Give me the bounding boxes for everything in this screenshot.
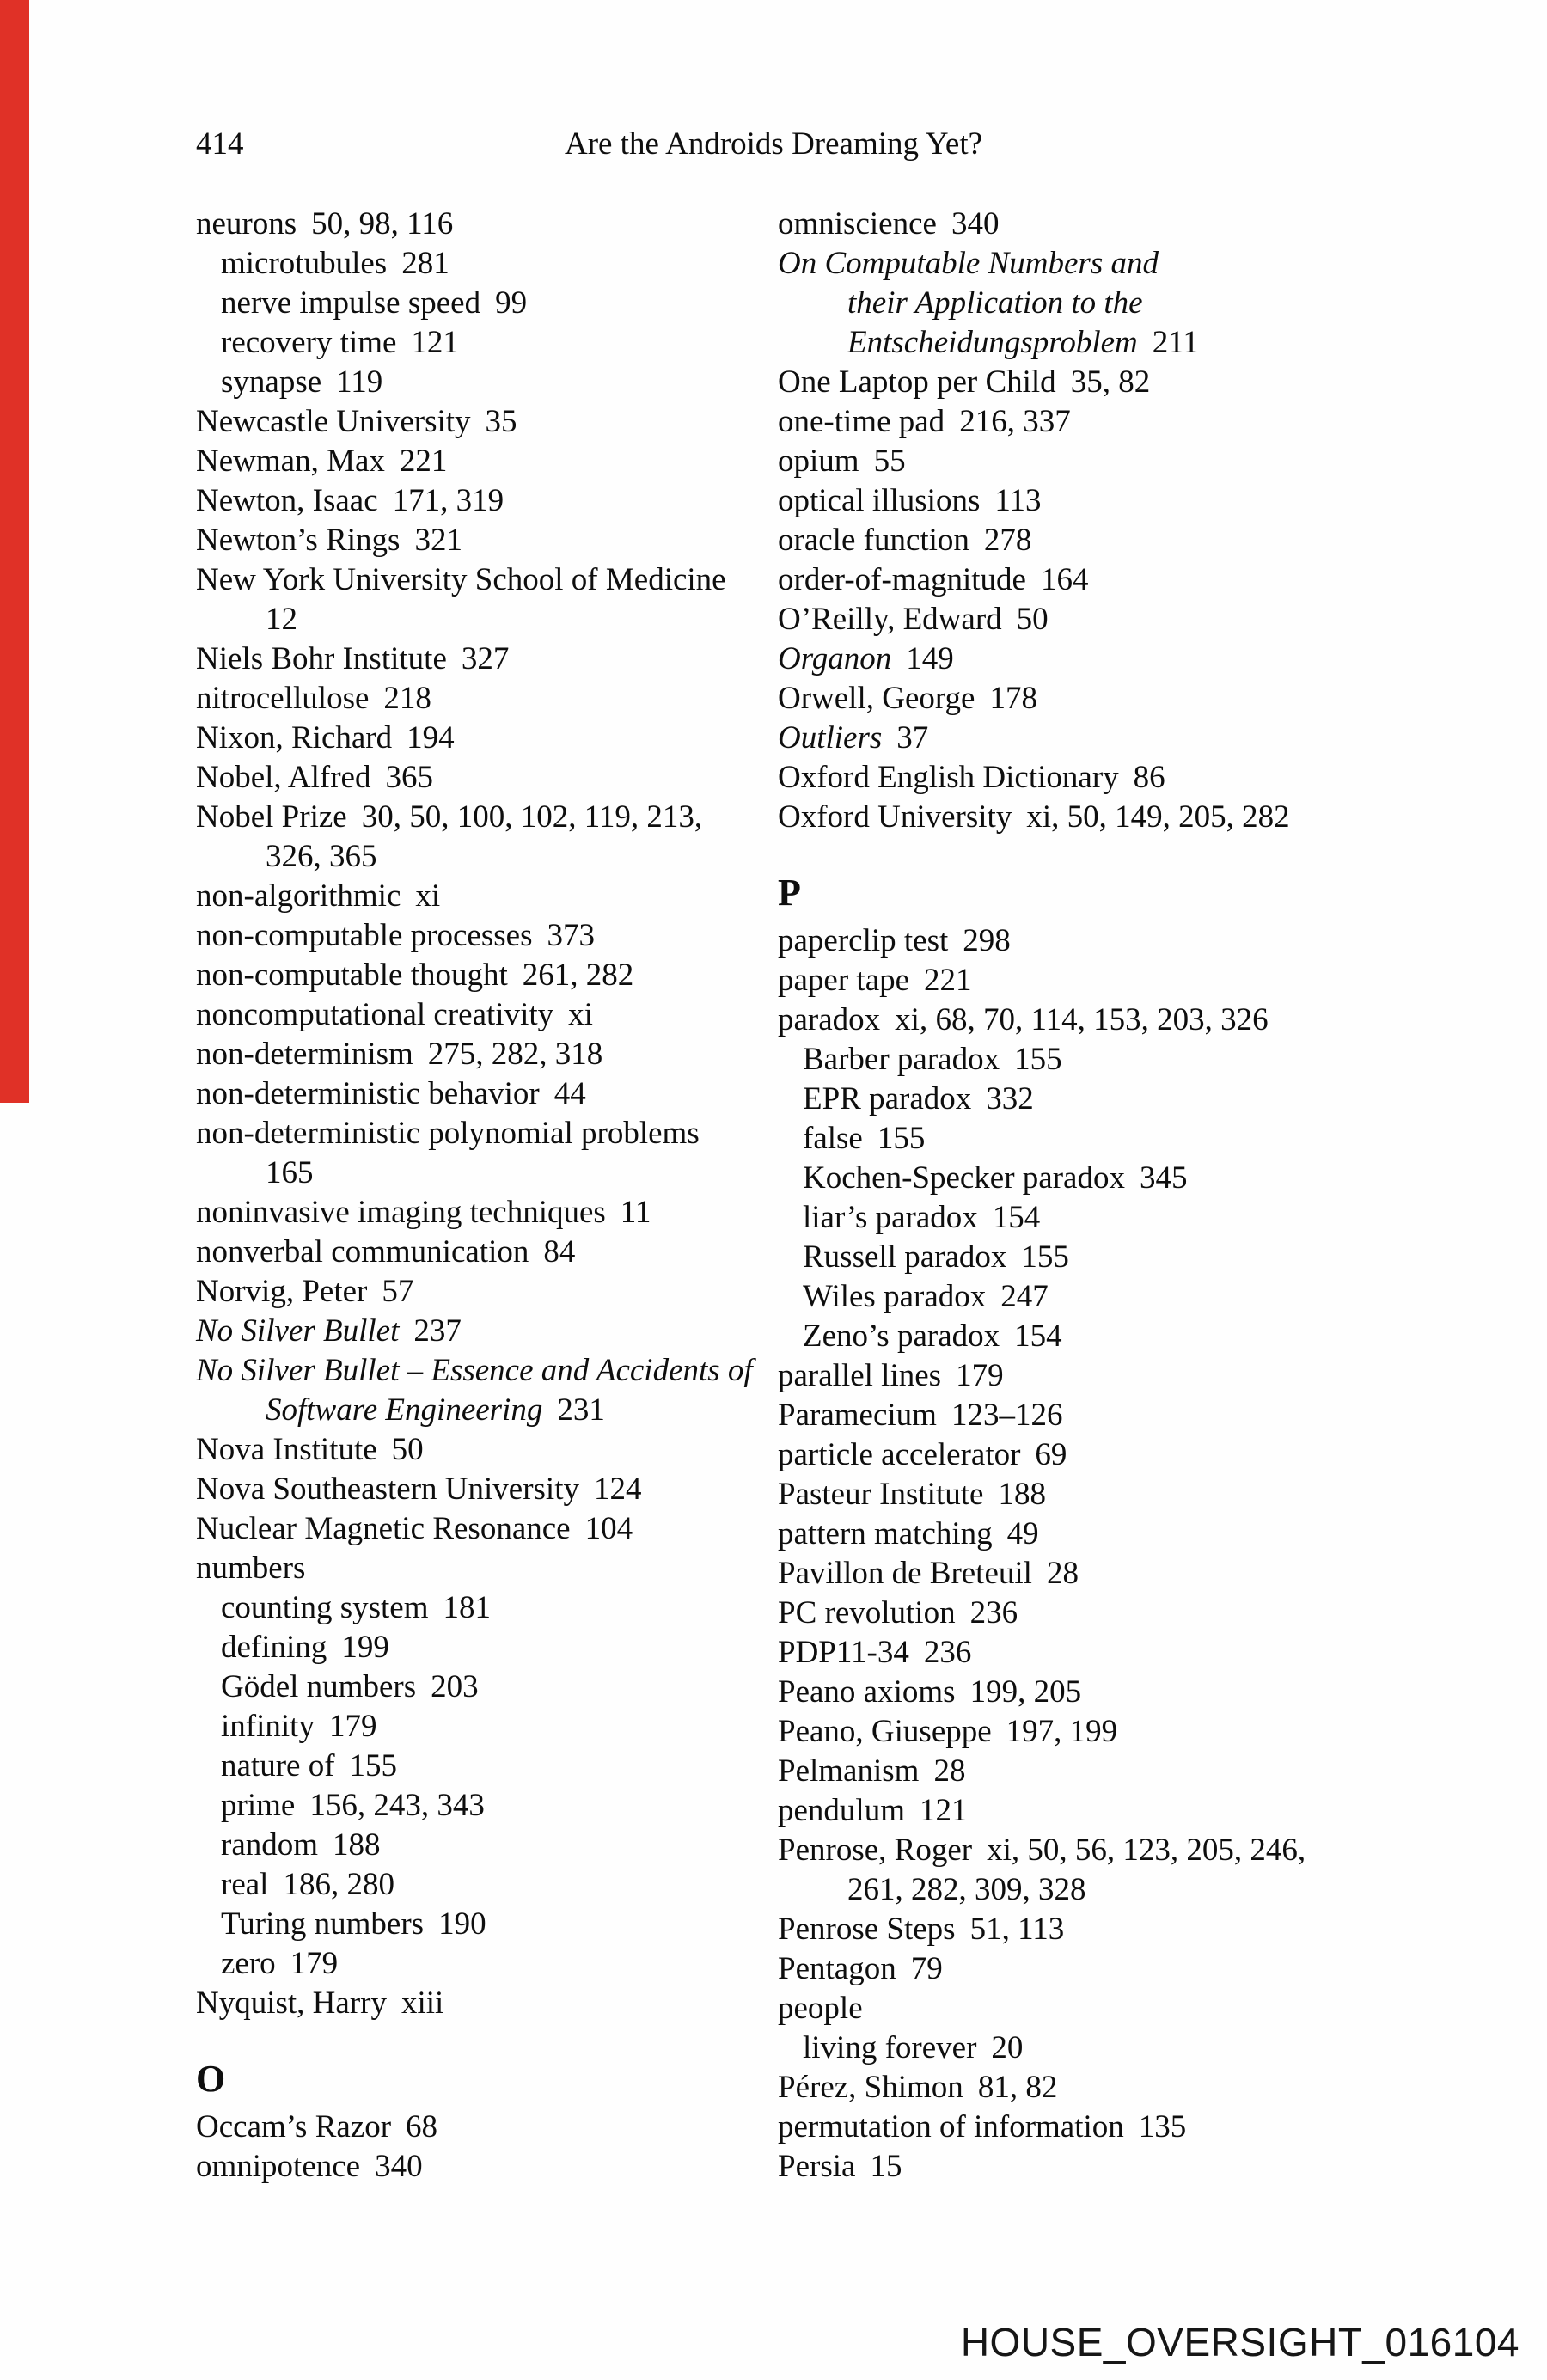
entry-pages: 20 bbox=[991, 2030, 1024, 2065]
entry-label: Nova Southeastern University bbox=[196, 1471, 579, 1507]
entry-pages: 37 bbox=[896, 720, 929, 756]
entry-label: paradox bbox=[778, 1002, 881, 1037]
entry-pages: 332 bbox=[986, 1081, 1034, 1117]
index-entry bbox=[196, 521, 763, 560]
entry-pages: 154 bbox=[992, 1200, 1041, 1235]
entry-label: Pasteur Institute bbox=[778, 1477, 984, 1512]
entry-label: noncomputational creativity bbox=[196, 997, 554, 1032]
entry-label: one-time pad bbox=[778, 404, 945, 439]
index-entry bbox=[778, 1000, 1379, 1040]
index-section-heading: P bbox=[778, 872, 801, 914]
entry-pages: 35, 82 bbox=[1070, 364, 1151, 400]
entry-pages: 50, 98, 116 bbox=[311, 206, 454, 242]
entry-pages: 50 bbox=[1016, 602, 1049, 637]
entry-pages: 236 bbox=[969, 1595, 1018, 1631]
index-entry bbox=[778, 1752, 1379, 1791]
index-entry bbox=[196, 1074, 763, 1114]
index-entry bbox=[196, 244, 763, 284]
index-entry bbox=[778, 719, 1379, 758]
entry-label: Norvig, Peter bbox=[196, 1274, 368, 1309]
entry-label: non-deterministic behavior bbox=[196, 1076, 540, 1111]
index-entry bbox=[196, 284, 763, 323]
index-entry bbox=[778, 600, 1379, 639]
entry-pages: 261, 282, 309, 328 bbox=[847, 1872, 1086, 1907]
entry-label: opium bbox=[778, 444, 859, 479]
index-entry bbox=[778, 679, 1379, 719]
entry-pages: 155 bbox=[877, 1121, 926, 1156]
index-entry bbox=[196, 600, 763, 639]
index-entry bbox=[778, 1633, 1379, 1673]
entry-pages: 179 bbox=[290, 1946, 339, 1981]
index-entry bbox=[196, 837, 763, 877]
entry-pages: 68 bbox=[406, 2109, 438, 2144]
entry-pages: 57 bbox=[382, 1274, 414, 1309]
index-entry bbox=[778, 1198, 1379, 1238]
entry-label: synapse bbox=[221, 364, 322, 400]
index-entry bbox=[196, 719, 763, 758]
page-header bbox=[0, 125, 1547, 165]
entry-label: No Silver Bullet bbox=[196, 1313, 400, 1349]
entry-pages: 199, 205 bbox=[969, 1674, 1082, 1710]
entry-label: Newton, Isaac bbox=[196, 483, 378, 518]
index-entry bbox=[778, 1356, 1379, 1396]
index-entry bbox=[196, 1747, 763, 1786]
entry-label: counting system bbox=[221, 1590, 429, 1625]
index-entry bbox=[778, 1396, 1379, 1435]
entry-pages: 164 bbox=[1040, 562, 1089, 597]
entry-pages: 55 bbox=[873, 444, 906, 479]
entry-label: parallel lines bbox=[778, 1358, 942, 1393]
entry-pages: 156, 243, 343 bbox=[309, 1788, 485, 1823]
entry-pages: xi bbox=[415, 878, 441, 914]
entry-label: non-computable thought bbox=[196, 958, 508, 993]
index-entry bbox=[778, 1831, 1379, 1870]
entry-pages: 104 bbox=[584, 1511, 633, 1546]
index-entry bbox=[196, 877, 763, 916]
entry-pages: 221 bbox=[924, 963, 972, 998]
entry-pages: 84 bbox=[543, 1234, 576, 1270]
entry-pages: 190 bbox=[438, 1906, 486, 1942]
index-entry bbox=[196, 1391, 763, 1430]
index-entry bbox=[778, 2028, 1379, 2068]
entry-label: order-of-magnitude bbox=[778, 562, 1026, 597]
entry-label: EPR paradox bbox=[803, 1081, 972, 1117]
entry-label: Entscheidungsproblem bbox=[847, 325, 1138, 360]
entry-label: Nobel Prize bbox=[196, 799, 347, 835]
index-entry bbox=[778, 798, 1379, 837]
entry-label: non-determinism bbox=[196, 1037, 413, 1072]
entry-label: paperclip test bbox=[778, 923, 949, 958]
entry-label: permutation of information bbox=[778, 2109, 1124, 2144]
entry-pages: 99 bbox=[495, 285, 528, 321]
entry-label: Newman, Max bbox=[196, 444, 385, 479]
page-number: 414 bbox=[196, 126, 244, 162]
entry-label: prime bbox=[221, 1788, 296, 1823]
index-entry bbox=[196, 1826, 763, 1865]
entry-pages: 340 bbox=[951, 206, 1000, 242]
index-entry bbox=[196, 1272, 763, 1312]
entry-pages: 28 bbox=[933, 1753, 966, 1789]
index-entry bbox=[196, 758, 763, 798]
entry-pages: 373 bbox=[547, 918, 595, 953]
entry-label: Zeno’s paradox bbox=[803, 1318, 1000, 1354]
entry-pages: 211 bbox=[1152, 325, 1199, 360]
index-entry bbox=[778, 1238, 1379, 1277]
index-entry bbox=[778, 442, 1379, 481]
index-entry bbox=[778, 961, 1379, 1000]
index-entry bbox=[196, 1667, 763, 1707]
index-column-left bbox=[196, 205, 763, 2187]
entry-pages: 165 bbox=[266, 1155, 314, 1190]
entry-label: liar’s paradox bbox=[803, 1200, 978, 1235]
entry-label: noninvasive imaging techniques bbox=[196, 1195, 606, 1230]
entry-label: recovery time bbox=[221, 325, 397, 360]
index-entry bbox=[778, 1514, 1379, 1554]
entry-pages: 155 bbox=[1014, 1042, 1062, 1077]
index-entry bbox=[196, 1193, 763, 1233]
entry-pages: xi bbox=[568, 997, 593, 1032]
entry-label: omniscience bbox=[778, 206, 937, 242]
entry-label: Nixon, Richard bbox=[196, 720, 393, 756]
index-entry bbox=[778, 1712, 1379, 1752]
index-entry bbox=[196, 1707, 763, 1747]
entry-pages: 199 bbox=[341, 1630, 389, 1665]
index-entry bbox=[196, 1153, 763, 1193]
index-entry bbox=[778, 639, 1379, 679]
index-entry bbox=[778, 1910, 1379, 1949]
entry-label: optical illusions bbox=[778, 483, 981, 518]
entry-pages: xi, 68, 70, 114, 153, 203, 326 bbox=[895, 1002, 1269, 1037]
entry-label: Niels Bohr Institute bbox=[196, 641, 447, 676]
index-entry bbox=[778, 284, 1379, 323]
entry-label: non-computable processes bbox=[196, 918, 533, 953]
index-entry bbox=[196, 1351, 763, 1391]
entry-pages: 218 bbox=[383, 681, 431, 716]
index-entry bbox=[196, 916, 763, 956]
entry-label: Peano axioms bbox=[778, 1674, 956, 1710]
entry-label: PC revolution bbox=[778, 1595, 956, 1631]
entry-pages: 49 bbox=[1006, 1516, 1039, 1551]
index-entry bbox=[196, 363, 763, 402]
bates-stamp-watermark: HOUSE_OVERSIGHT_016104 bbox=[960, 2320, 1519, 2365]
entry-label: people bbox=[778, 1991, 863, 2026]
entry-label: non-deterministic polynomial problems bbox=[196, 1116, 700, 1151]
entry-label: neurons bbox=[196, 206, 297, 242]
entry-pages: 188 bbox=[333, 1827, 381, 1863]
entry-pages: 179 bbox=[328, 1709, 377, 1744]
entry-pages: 236 bbox=[923, 1635, 972, 1670]
index-entry bbox=[778, 1554, 1379, 1594]
entry-pages: 12 bbox=[266, 602, 297, 637]
index-entry bbox=[196, 1984, 763, 2023]
entry-pages: 321 bbox=[414, 523, 462, 558]
index-entry bbox=[196, 442, 763, 481]
entry-pages: xiii bbox=[401, 1985, 444, 2021]
entry-label: Orwell, George bbox=[778, 681, 975, 716]
entry-pages: 221 bbox=[399, 444, 448, 479]
index-entry bbox=[196, 956, 763, 995]
entry-label: PDP11-34 bbox=[778, 1635, 909, 1670]
index-entry bbox=[196, 205, 763, 244]
entry-label: microtubules bbox=[221, 246, 388, 281]
entry-label: nerve impulse speed bbox=[221, 285, 481, 321]
index-entry bbox=[196, 1628, 763, 1667]
entry-pages: 119 bbox=[336, 364, 383, 400]
entry-label: random bbox=[221, 1827, 319, 1863]
entry-label: paper tape bbox=[778, 963, 910, 998]
index-entry bbox=[778, 1791, 1379, 1831]
entry-pages: 35 bbox=[485, 404, 517, 439]
entry-label: Organon bbox=[778, 641, 892, 676]
entry-label: numbers bbox=[196, 1551, 306, 1586]
index-entry bbox=[196, 481, 763, 521]
entry-pages: 171, 319 bbox=[392, 483, 504, 518]
entry-pages: 275, 282, 318 bbox=[427, 1037, 603, 1072]
entry-label: non-algorithmic bbox=[196, 878, 401, 914]
entry-pages: 79 bbox=[910, 1951, 943, 1986]
index-entry bbox=[778, 1159, 1379, 1198]
index-entry bbox=[778, 1277, 1379, 1317]
index-entry bbox=[196, 402, 763, 442]
entry-label: Nobel, Alfred bbox=[196, 760, 371, 795]
entry-pages: 44 bbox=[553, 1076, 586, 1111]
entry-pages: 154 bbox=[1014, 1318, 1062, 1354]
index-entry bbox=[778, 921, 1379, 961]
index-entry bbox=[778, 1594, 1379, 1633]
index-entry bbox=[778, 402, 1379, 442]
index-entry bbox=[778, 758, 1379, 798]
entry-pages: 123–126 bbox=[951, 1398, 1063, 1433]
entry-pages: 155 bbox=[1021, 1239, 1069, 1275]
entry-label: O’Reilly, Edward bbox=[778, 602, 1002, 637]
index-entry bbox=[778, 1870, 1379, 1910]
entry-label: Turing numbers bbox=[221, 1906, 425, 1942]
index-entry bbox=[196, 1509, 763, 1549]
entry-label: Peano, Giuseppe bbox=[778, 1714, 992, 1749]
entry-label: Newton’s Rings bbox=[196, 523, 401, 558]
entry-label: Pavillon de Breteuil bbox=[778, 1556, 1032, 1591]
index-entry bbox=[778, 323, 1379, 363]
index-entry bbox=[778, 2068, 1379, 2108]
entry-label: their Application to the bbox=[847, 285, 1143, 321]
entry-label: Nyquist, Harry bbox=[196, 1985, 387, 2021]
red-margin-bar bbox=[0, 0, 29, 1103]
entry-pages: 237 bbox=[413, 1313, 462, 1349]
index-entry bbox=[778, 521, 1379, 560]
index-entry bbox=[778, 481, 1379, 521]
index-entry bbox=[196, 1114, 763, 1153]
index-entry bbox=[196, 1865, 763, 1905]
entry-label: pendulum bbox=[778, 1793, 905, 1828]
entry-label: No Silver Bullet – Essence and Accidents of bbox=[196, 1353, 753, 1388]
entry-pages: 326, 365 bbox=[266, 839, 377, 874]
entry-label: Occam’s Razor bbox=[196, 2109, 392, 2144]
entry-pages: 203 bbox=[431, 1669, 479, 1704]
entry-pages: 155 bbox=[349, 1748, 398, 1783]
entry-label: nonverbal communication bbox=[196, 1234, 529, 1270]
entry-pages: 247 bbox=[1000, 1279, 1049, 1314]
entry-pages: 121 bbox=[411, 325, 459, 360]
entry-label: Pelmanism bbox=[778, 1753, 920, 1789]
entry-label: Pérez, Shimon bbox=[778, 2070, 963, 2105]
entry-pages: xi, 50, 56, 123, 205, 246, bbox=[987, 1832, 1306, 1868]
entry-label: oracle function bbox=[778, 523, 969, 558]
entry-pages: 69 bbox=[1035, 1437, 1067, 1472]
index-entry bbox=[196, 1470, 763, 1509]
index-entry bbox=[778, 205, 1379, 244]
entry-label: pattern matching bbox=[778, 1516, 993, 1551]
entry-pages: 30, 50, 100, 102, 119, 213, bbox=[361, 799, 703, 835]
index-entry bbox=[778, 1435, 1379, 1475]
entry-pages: 188 bbox=[998, 1477, 1046, 1512]
entry-label: Outliers bbox=[778, 720, 883, 756]
entry-pages: 186, 280 bbox=[283, 1867, 394, 1902]
entry-label: defining bbox=[221, 1630, 327, 1665]
entry-pages: 261, 282 bbox=[522, 958, 634, 993]
entry-pages: 11 bbox=[620, 1195, 651, 1230]
entry-label: Gödel numbers bbox=[221, 1669, 417, 1704]
entry-pages: 51, 113 bbox=[969, 1912, 1065, 1947]
entry-pages: 345 bbox=[1139, 1160, 1188, 1196]
index-entry bbox=[196, 2108, 763, 2147]
index-entry bbox=[196, 679, 763, 719]
entry-label: real bbox=[221, 1867, 269, 1902]
running-title: Are the Androids Dreaming Yet? bbox=[564, 126, 983, 162]
entry-pages: 81, 82 bbox=[977, 2070, 1058, 2105]
index-entry bbox=[196, 798, 763, 837]
entry-label: particle accelerator bbox=[778, 1437, 1021, 1472]
entry-label: nitrocellulose bbox=[196, 681, 370, 716]
entry-pages: 86 bbox=[1133, 760, 1165, 795]
index-entry bbox=[778, 1949, 1379, 1989]
entry-label: Newcastle University bbox=[196, 404, 471, 439]
entry-label: Kochen-Specker paradox bbox=[803, 1160, 1125, 1196]
index-entry bbox=[778, 1040, 1379, 1080]
entry-pages: 50 bbox=[391, 1432, 424, 1467]
entry-pages: 298 bbox=[963, 923, 1011, 958]
entry-pages: 121 bbox=[919, 1793, 968, 1828]
index-entry bbox=[778, 2147, 1379, 2187]
entry-pages: 178 bbox=[989, 681, 1037, 716]
entry-pages: 194 bbox=[407, 720, 455, 756]
entry-label: Wiles paradox bbox=[803, 1279, 987, 1314]
entry-pages: 149 bbox=[906, 641, 954, 676]
index-entry bbox=[778, 1080, 1379, 1119]
entry-label: Oxford University bbox=[778, 799, 1012, 835]
entry-label: zero bbox=[221, 1946, 276, 1981]
index-entry bbox=[196, 1786, 763, 1826]
index-entry bbox=[778, 560, 1379, 600]
index-entry bbox=[196, 639, 763, 679]
entry-label: Penrose, Roger bbox=[778, 1832, 973, 1868]
entry-pages: 179 bbox=[956, 1358, 1004, 1393]
index-entry bbox=[196, 995, 763, 1035]
index-column-right bbox=[778, 205, 1379, 2187]
entry-label: Persia bbox=[778, 2149, 856, 2184]
entry-pages: 181 bbox=[443, 1590, 492, 1625]
entry-label: Russell paradox bbox=[803, 1239, 1007, 1275]
entry-pages: 327 bbox=[461, 641, 510, 676]
entry-pages: 15 bbox=[870, 2149, 902, 2184]
index-entry bbox=[196, 1588, 763, 1628]
index-section-heading: O bbox=[196, 2058, 226, 2100]
entry-pages: 124 bbox=[593, 1471, 642, 1507]
index-entry bbox=[196, 1944, 763, 1984]
entry-label: false bbox=[803, 1121, 863, 1156]
index-entry bbox=[196, 323, 763, 363]
index-entry bbox=[778, 1317, 1379, 1356]
entry-pages: 340 bbox=[375, 2149, 423, 2184]
index-entry bbox=[196, 1233, 763, 1272]
entry-pages: 28 bbox=[1046, 1556, 1079, 1591]
index-entry bbox=[196, 1312, 763, 1351]
entry-pages: 197, 199 bbox=[1006, 1714, 1118, 1749]
entry-label: Nuclear Magnetic Resonance bbox=[196, 1511, 571, 1546]
index-entry bbox=[196, 560, 763, 600]
index-entry bbox=[778, 1673, 1379, 1712]
entry-pages: 278 bbox=[983, 523, 1032, 558]
entry-label: Pentagon bbox=[778, 1951, 896, 1986]
entry-label: infinity bbox=[221, 1709, 315, 1744]
entry-pages: xi, 50, 149, 205, 282 bbox=[1026, 799, 1290, 835]
entry-pages: 231 bbox=[557, 1392, 605, 1428]
entry-pages: 113 bbox=[994, 483, 1042, 518]
entry-label: Penrose Steps bbox=[778, 1912, 956, 1947]
entry-label: Oxford English Dictionary bbox=[778, 760, 1119, 795]
index-entry bbox=[196, 1549, 763, 1588]
entry-pages: 135 bbox=[1138, 2109, 1187, 2144]
entry-label: New York University School of Medicine bbox=[196, 562, 726, 597]
entry-label: living forever bbox=[803, 2030, 977, 2065]
index-entry bbox=[778, 363, 1379, 402]
entry-label: One Laptop per Child bbox=[778, 364, 1056, 400]
index-entry bbox=[196, 1905, 763, 1944]
entry-label: Nova Institute bbox=[196, 1432, 377, 1467]
index-entry bbox=[778, 1475, 1379, 1514]
entry-pages: 281 bbox=[401, 246, 449, 281]
index-entry bbox=[778, 1119, 1379, 1159]
entry-label: On Computable Numbers and bbox=[778, 246, 1159, 281]
index-entry bbox=[778, 2108, 1379, 2147]
entry-label: nature of bbox=[221, 1748, 335, 1783]
entry-label: Software Engineering bbox=[266, 1392, 543, 1428]
entry-label: omnipotence bbox=[196, 2149, 361, 2184]
index-entry bbox=[778, 1989, 1379, 2028]
index-entry bbox=[196, 1035, 763, 1074]
index-entry bbox=[778, 244, 1379, 284]
entry-pages: 216, 337 bbox=[959, 404, 1071, 439]
index-entry bbox=[196, 1430, 763, 1470]
entry-label: Paramecium bbox=[778, 1398, 937, 1433]
index-entry bbox=[196, 2147, 763, 2187]
entry-pages: 365 bbox=[385, 760, 433, 795]
entry-label: Barber paradox bbox=[803, 1042, 1000, 1077]
